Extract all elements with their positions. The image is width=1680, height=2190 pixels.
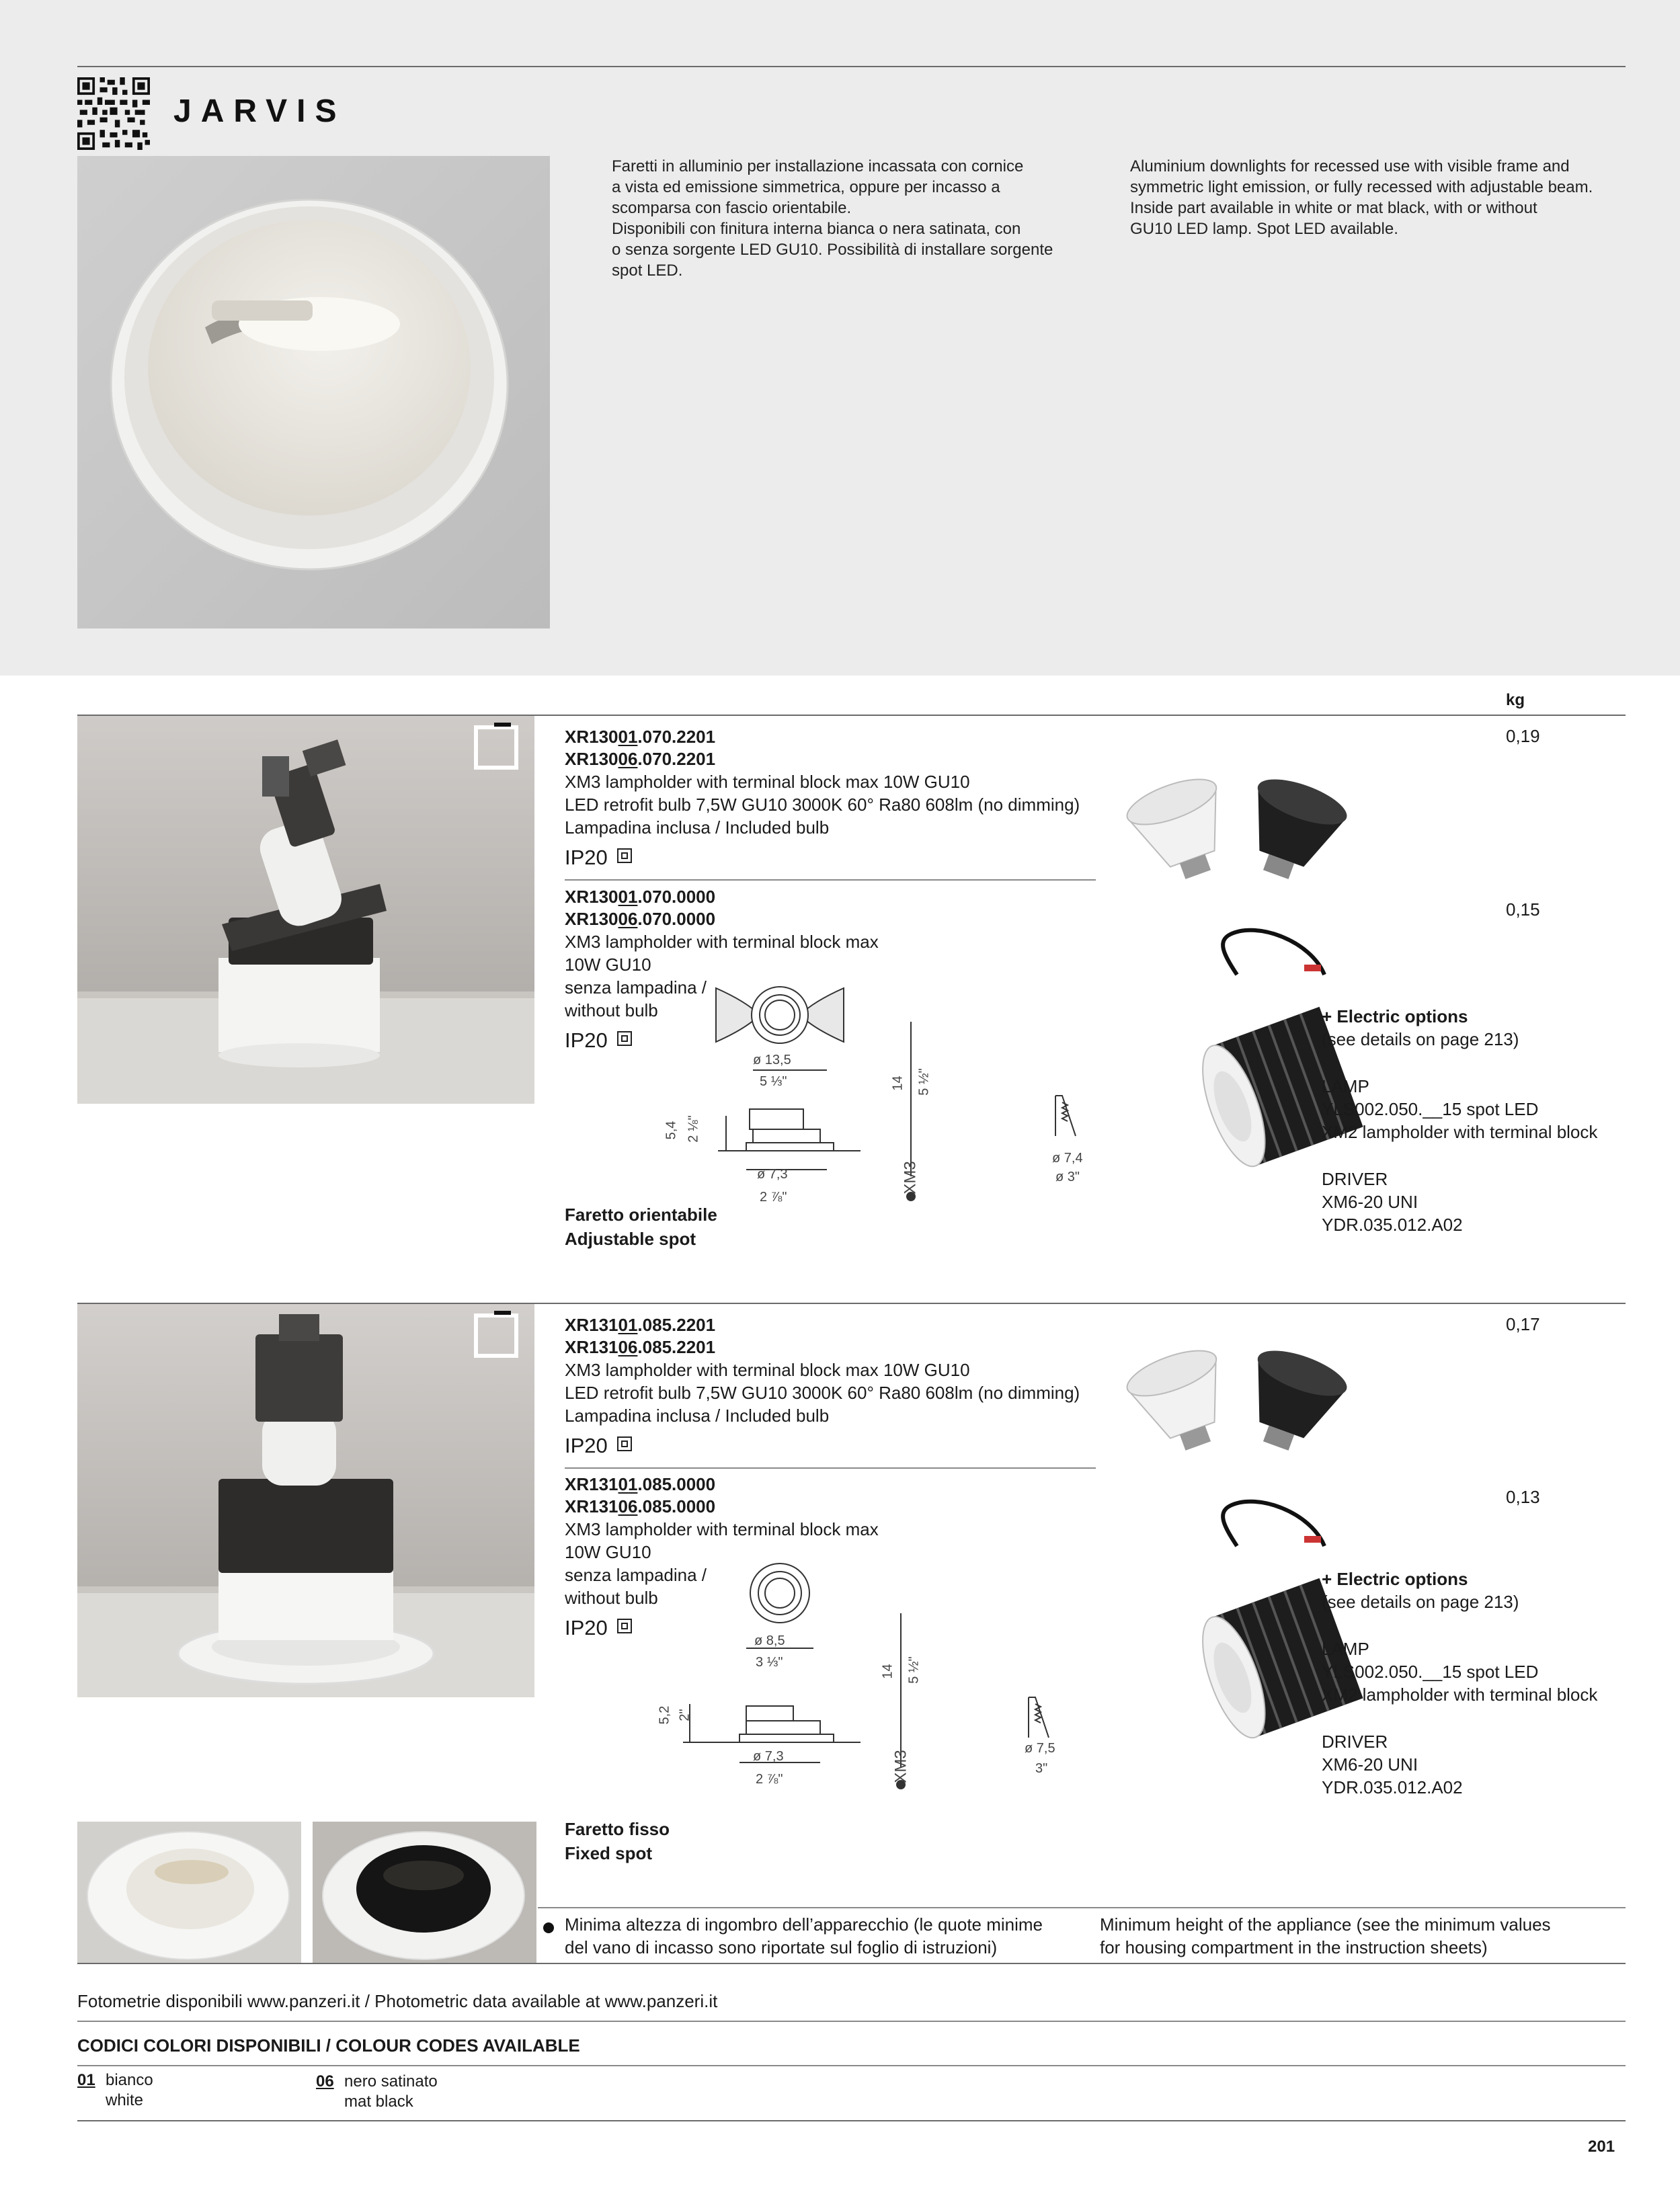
class-ii-icon xyxy=(617,848,632,863)
product-code: XR13006.070.2201 xyxy=(565,749,716,769)
options-line: LAMP xyxy=(1322,1076,1369,1096)
class-ii-icon xyxy=(617,1436,632,1451)
spec-line: XM3 lampholder with terminal block max 10W GU10 xyxy=(565,932,879,975)
product2-photo xyxy=(77,1304,534,1697)
options-line: YDR.035.012.A02 xyxy=(1322,1777,1463,1797)
spec-line: XM3 lampholder with terminal block max 10W GU10 xyxy=(565,1519,879,1562)
product-code: XR13001.070.0000 xyxy=(565,887,716,907)
options-line: XM2 lampholder with terminal block xyxy=(1322,1685,1598,1705)
product-name-italian: Faretto orientabile xyxy=(565,1205,717,1225)
dim-label: 2 ⅞" xyxy=(756,1772,783,1787)
hero-product-photo xyxy=(77,156,550,628)
product-name-italian: Faretto fisso xyxy=(565,1819,670,1839)
product1-electric-options xyxy=(1322,1005,1626,1236)
dim-label: ø 7,3 xyxy=(753,1749,784,1764)
dim-label: XM3 xyxy=(901,1161,920,1194)
dim-label: ø 13,5 xyxy=(753,1053,791,1067)
product-code: XR13101.085.0000 xyxy=(565,1474,716,1494)
spec-line: XM3 lampholder with terminal block max 10W GU10 xyxy=(565,772,970,792)
dim-label: XM3 xyxy=(891,1750,910,1783)
intro-english: Aluminium downlights for recessed use with visible frame and symmetric light emission, or fully recessed with adjustable beam. Inside part available in white or mat black, with or without GU10 LED lamp. Spot LED available. xyxy=(1130,157,1593,238)
options-line: YDR.035.012.A02 xyxy=(1322,1215,1463,1235)
product2-electric-options xyxy=(1322,1568,1626,1799)
footer-rule xyxy=(77,2021,1626,2022)
dim-label: 5,2 xyxy=(657,1705,672,1725)
options-line: (see details on page 213) xyxy=(1322,1592,1519,1612)
bottom-rule xyxy=(77,2120,1626,2121)
options-line: (see details on page 213) xyxy=(1322,1029,1519,1049)
note-italian: Minima altezza di ingombro dell’apparecchio (le quote minime del vano di incasso sono riportate sul foglio di istruzioni) xyxy=(565,1914,1043,1957)
dim-label: 5 ½" xyxy=(916,1068,932,1096)
options-line: XM6-20 UNI xyxy=(1322,1192,1418,1212)
product-code: XR13106.085.2201 xyxy=(565,1337,716,1357)
colour-rule xyxy=(77,2065,1626,2066)
ip-rating: IP20 xyxy=(565,1616,914,1640)
dim-label: ø 3" xyxy=(1055,1170,1080,1184)
options-line: DRIVER xyxy=(1322,1732,1388,1752)
note-top-rule xyxy=(538,1907,1626,1908)
dim-label: 5 ½" xyxy=(906,1656,922,1684)
product-code: XR13101.085.2201 xyxy=(565,1315,716,1335)
photometric-note: Fotometrie disponibili www.panzeri.it / Photometric data available at www.panzeri.it xyxy=(77,1991,718,2011)
options-line: XM2 lampholder with terminal block xyxy=(1322,1122,1598,1142)
ip-rating: IP20 xyxy=(565,846,1103,870)
brand-title: JARVIS xyxy=(173,93,346,129)
ip-rating: IP20 xyxy=(565,1028,914,1053)
options-heading: + Electric options xyxy=(1322,1006,1468,1026)
dim-label: ø 8,5 xyxy=(754,1633,785,1648)
spec-line: Lampadina inclusa / Included bulb xyxy=(565,817,830,838)
options-line: YLS002.050.__15 spot LED xyxy=(1322,1662,1539,1682)
options-line: DRIVER xyxy=(1322,1169,1388,1189)
spec-line: Lampadina inclusa / Included bulb xyxy=(565,1406,830,1426)
options-line: XM6-20 UNI xyxy=(1322,1754,1418,1775)
dim-label: 2 ⅞" xyxy=(760,1190,787,1205)
spec-line: XM3 lampholder with terminal block max 10W GU10 xyxy=(565,1360,970,1380)
product-name-english: Fixed spot xyxy=(565,1843,653,1863)
bullet-dot-icon xyxy=(543,1922,554,1933)
dim-label: 3 ⅓" xyxy=(756,1655,783,1670)
class-ii-icon xyxy=(617,1619,632,1633)
white-finish-thumbnail xyxy=(77,1822,301,1963)
note-bottom-rule xyxy=(77,1963,1626,1964)
options-line: LAMP xyxy=(1322,1639,1369,1659)
note-english: Minimum height of the appliance (see the minimum values for housing compartment in the instruction sheets) xyxy=(1100,1914,1551,1957)
spec-line: LED retrofit bulb 7,5W GU10 3000K 60° Ra80 608lm (no dimming) xyxy=(565,795,1080,815)
dim-label: 5 ⅓" xyxy=(760,1074,787,1089)
class-ii-icon xyxy=(617,1031,632,1046)
dim-label: 5,4 xyxy=(664,1121,679,1140)
options-line: YLS002.050.__15 spot LED xyxy=(1322,1099,1539,1119)
weight-value: 0,17 xyxy=(1506,1314,1540,1334)
spec-line: senza lampadina / xyxy=(565,977,707,998)
dim-label: 3" xyxy=(1035,1761,1048,1776)
colour-code-01: 01 bianco white xyxy=(77,2071,153,2109)
product-code: XR13001.070.2201 xyxy=(565,727,716,747)
weight-value: 0,15 xyxy=(1506,899,1540,920)
dim-label: 14 xyxy=(880,1664,895,1679)
product2-technical-drawing xyxy=(645,1553,1103,1795)
weight-header: kg xyxy=(1506,691,1525,709)
product-code: XR13106.085.0000 xyxy=(565,1496,716,1516)
variant-divider xyxy=(565,1467,1096,1469)
top-rule xyxy=(77,66,1626,67)
dim-label: ø 7,5 xyxy=(1025,1741,1055,1756)
dim-label: ø 7,4 xyxy=(1052,1151,1083,1166)
dim-label: 14 xyxy=(890,1076,906,1091)
product-code: XR13006.070.0000 xyxy=(565,909,716,929)
weight-value: 0,19 xyxy=(1506,726,1540,746)
intro-italian: Faretti in alluminio per installazione incassata con cornice a vista ed emissione simmetrica, oppure per incasso a scomparsa con fascio orientabile. Disponibili con finitura interna bianca o nera satinata, con o senza sorgente LED GU10. Possibilità di installare sorgente spot LED. xyxy=(612,157,1053,280)
ip-rating: IP20 xyxy=(565,1434,1103,1458)
qr-code-icon xyxy=(77,77,150,150)
colour-code-06: 06 nero satinato mat black xyxy=(316,2072,438,2111)
spec-line: senza lampadina / xyxy=(565,1565,707,1585)
product1-technical-drawing xyxy=(645,975,1103,1217)
black-finish-thumbnail xyxy=(313,1822,536,1963)
colour-codes-title: CODICI COLORI DISPONIBILI / COLOUR CODES AVAILABLE xyxy=(77,2035,580,2056)
spec-line: LED retrofit bulb 7,5W GU10 3000K 60° Ra80 608lm (no dimming) xyxy=(565,1383,1080,1403)
dim-label: 2" xyxy=(677,1709,692,1721)
dim-label: ø 7,3 xyxy=(757,1167,788,1182)
spec-line: without bulb xyxy=(565,1588,658,1608)
page-number: 201 xyxy=(1588,2138,1615,2156)
product-name-english: Adjustable spot xyxy=(565,1229,696,1249)
product1-variant-a xyxy=(565,726,1103,870)
spec-line: without bulb xyxy=(565,1000,658,1020)
product1-photo xyxy=(77,716,534,1104)
weight-value: 0,13 xyxy=(1506,1487,1540,1507)
dim-label: 2 ⅛" xyxy=(686,1115,701,1143)
product2-variant-a xyxy=(565,1314,1103,1458)
variant-divider xyxy=(565,879,1096,881)
options-heading: + Electric options xyxy=(1322,1569,1468,1589)
